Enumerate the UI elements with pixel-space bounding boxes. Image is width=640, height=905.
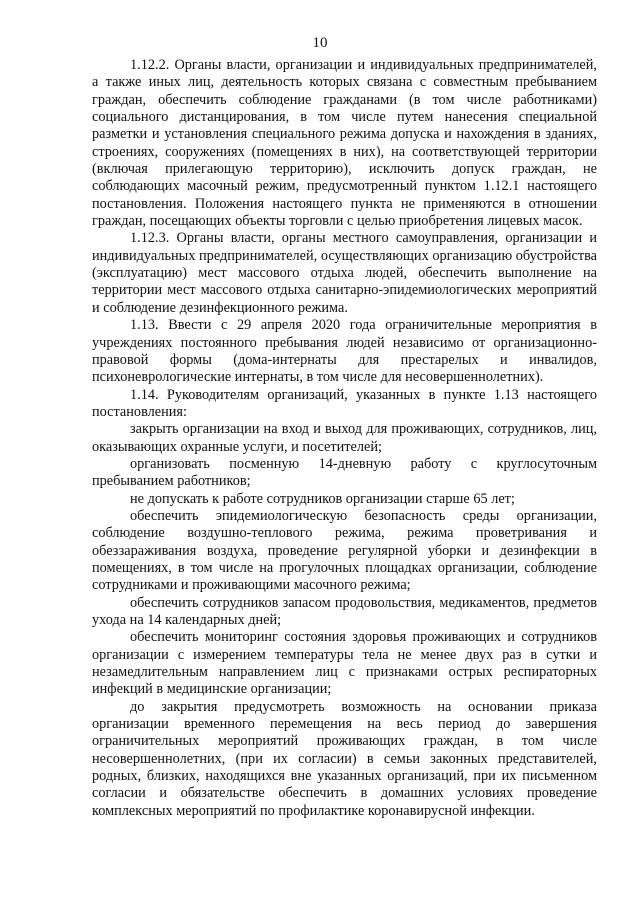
- list-item-close-entry: закрыть организации на вход и выход для проживающих, сотрудников, лиц, оказывающих охранные услуги, и посетителей;: [92, 421, 597, 455]
- paragraph-1-14: 1.14. Руководителям организаций, указанных в пункте 1.13 настоящего постановления:: [92, 386, 597, 420]
- list-item-age-restriction: не допускать к работе сотрудников организации старше 65 лет;: [130, 490, 515, 507]
- list-item-health-monitoring: обеспечить мониторинг состояния здоровья проживающих и сотрудников организации с измерением температуры тела не менее двух раз в сутки и незамедлительным направлением лиц с признаками острых респираторных инфекций в медицинские организации;: [92, 629, 597, 698]
- list-item-epidemiological-safety: обеспечить эпидемиологическую безопасность среды организации, соблюдение воздушно-теплового режима, режима проветривания и обеззараживания воздуха, проведение регулярной уборки и дезинфекции в помещениях, в том числе на прогулочных площадках организации, соблюдение сотрудниками и проживающими масочного режима;: [92, 507, 597, 594]
- list-item-supplies: обеспечить сотрудников запасом продовольствия, медикаментов, предметов ухода на 14 календарных дней;: [92, 594, 597, 628]
- document-body: [92, 57, 597, 820]
- list-item-shift-work: организовать посменную 14-дневную работу с круглосуточным пребыванием работников;: [92, 455, 597, 490]
- paragraph-1-12-2: 1.12.2. Органы власти, организации и индивидуальных предпринимателей, а также иных лиц, деятельность которых связана с совместным пребыванием граждан, обеспечить соблюдение гражданами (в том числе работниками) социального дистанцирования, в том числе путем нанесения специальной разметки и установления специального режима допуска и нахождения в зданиях, строениях, сооружениях (помещениях в них), на соответствующей территории (включая прилегающую территорию), исключить допуск граждан, не соблюдающих масочный режим, предусмотренный пунктом 1.12.1 настоящего постановления. Положения настоящего пункта не применяются в отношении граждан, посещающих объекты торговли с целью приобретения лицевых масок.: [92, 57, 597, 230]
- paragraph-1-13: 1.13. Ввести с 29 апреля 2020 года ограничительные мероприятия в учреждениях постоянного пребывания людей независимо от организационно-правовой формы (дома-интернаты для престарелых и инвалидов, психоневрологические интернаты, в том числе для несовершеннолетних).: [92, 317, 597, 386]
- paragraph-1-12-3: 1.12.3. Органы власти, органы местного самоуправления, организации и индивидуальных предпринимателей, осуществляющих организацию обустройства (эксплуатацию) мест массового отдыха людей, обеспечить выполнение на территории мест массового отдыха санитарно-эпидемиологических мероприятий и соблюдение дезинфекционного режима.: [92, 230, 597, 316]
- list-item-relocation: до закрытия предусмотреть возможность на основании приказа организации временного перемещения на весь период до завершения ограничительных мероприятий проживающих граждан, в том числе несовершеннолетних, (при их согласии) в семьи законных представителей, родных, близких, находящихся вне указанных организаций, при их письменном согласии и обязательстве обеспечить в домашних условиях проведение комплексных мероприятий по профилактике коронавирусной инфекции.: [92, 698, 597, 819]
- page-number: 10: [312, 35, 328, 51]
